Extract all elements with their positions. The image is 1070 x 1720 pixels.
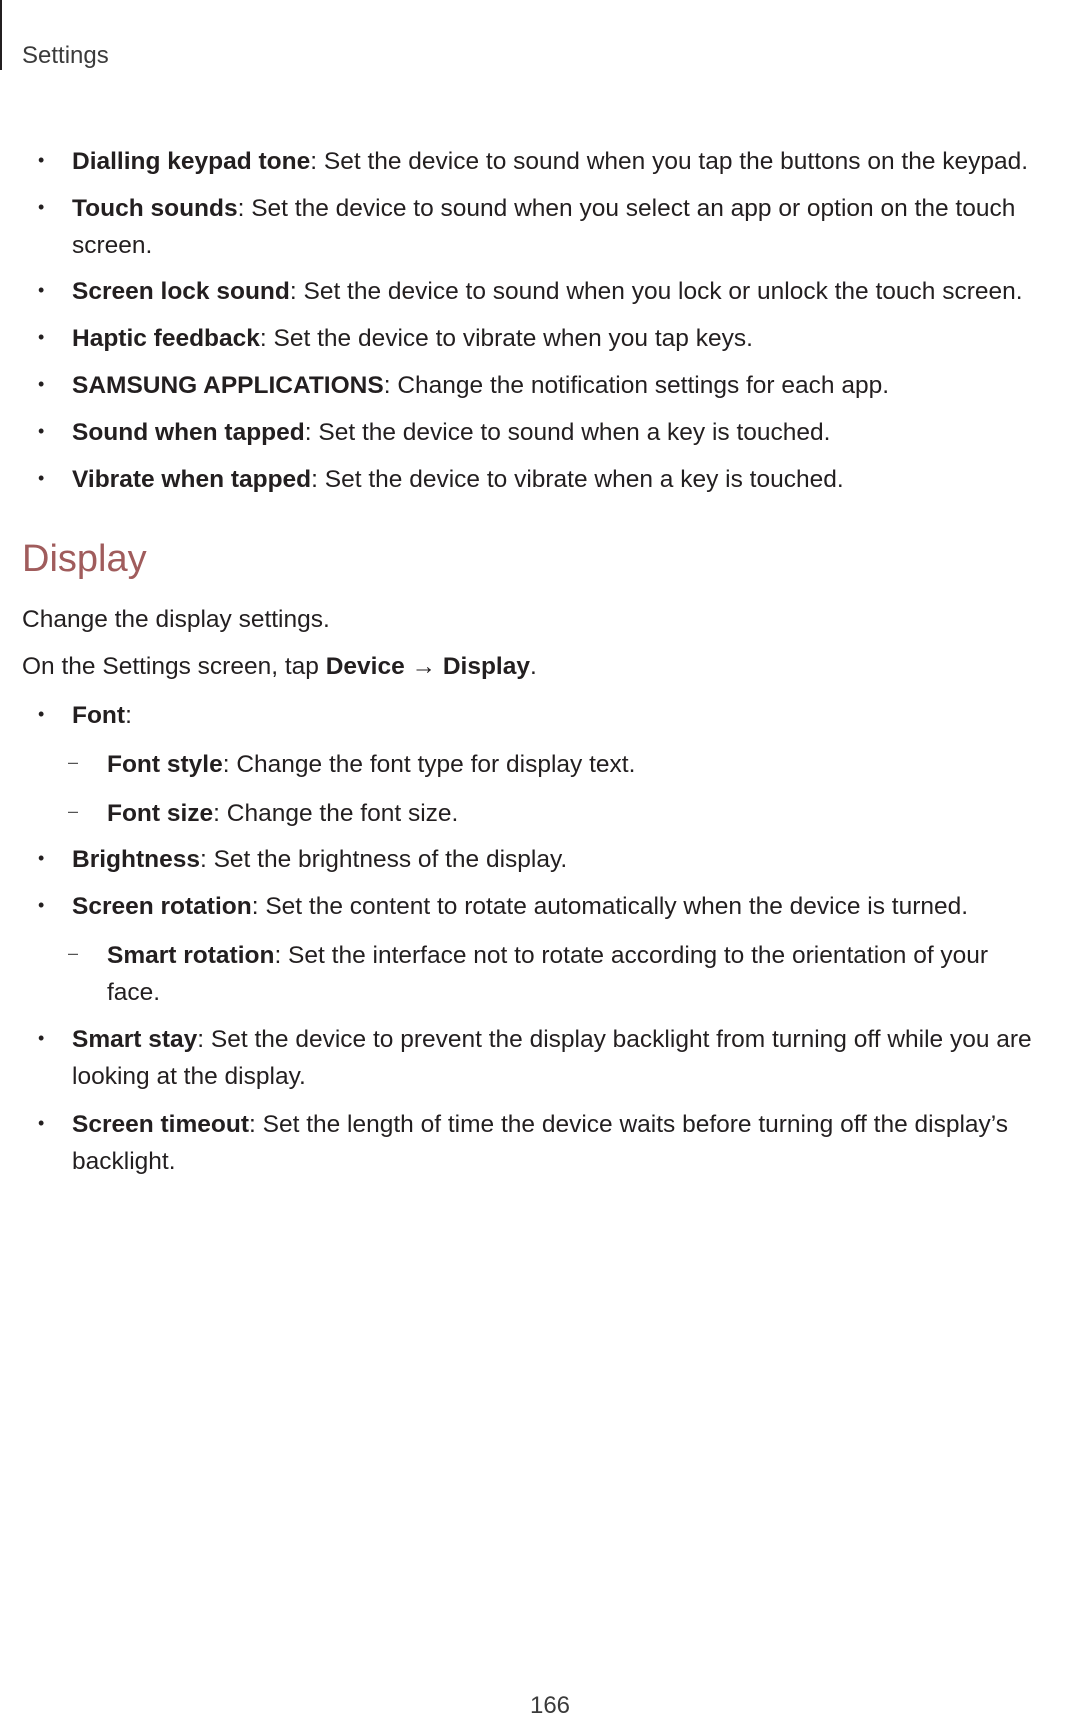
bullet-icon: • xyxy=(38,895,45,915)
nav-suffix: . xyxy=(530,653,537,680)
item-description: : Change the font type for display text. xyxy=(222,751,636,778)
item-term: Screen lock sound xyxy=(72,278,290,305)
item-description-cont: backlight. xyxy=(72,1148,176,1175)
bullet-icon: • xyxy=(38,280,45,300)
item-description: : Set the device to sound when you select an app or option on the touch xyxy=(237,195,1016,222)
item-term: Touch sounds xyxy=(72,195,238,222)
item-term: Smart rotation xyxy=(107,942,275,969)
item-description: : Set the device to vibrate when you tap keys. xyxy=(259,325,753,352)
item-term: SAMSUNG APPLICATIONS xyxy=(72,372,384,399)
item-description-cont: face. xyxy=(107,979,161,1006)
item-term: Screen timeout xyxy=(72,1111,249,1138)
item-description: : xyxy=(125,702,132,729)
item-description: : Change the notification settings for each app. xyxy=(383,372,890,399)
nav-device: Device xyxy=(325,653,405,680)
bullet-icon: • xyxy=(38,1113,45,1133)
item-description: : Set the content to rotate automatically when the device is turned. xyxy=(251,893,969,920)
bullet-icon: • xyxy=(38,421,45,441)
bullet-icon: • xyxy=(38,704,45,724)
item-term: Vibrate when tapped xyxy=(72,466,312,493)
item-term: Font style xyxy=(107,751,223,778)
bullet-icon: • xyxy=(38,197,45,217)
item-description-cont: looking at the display. xyxy=(72,1063,306,1090)
section-intro: Change the display settings. xyxy=(22,606,330,633)
nav-arrow: → xyxy=(404,653,443,680)
item-description: : Set the device to sound when you lock or unlock the touch screen. xyxy=(289,278,1023,305)
dash-icon: – xyxy=(68,801,79,821)
item-description: : Set the device to vibrate when a key is touched. xyxy=(311,466,844,493)
bullet-icon: • xyxy=(38,150,45,170)
navigation-path xyxy=(22,648,537,685)
section-title: Display xyxy=(22,538,147,580)
item-term: Screen rotation xyxy=(72,893,252,920)
item-term: Brightness xyxy=(72,846,200,873)
item-description: : Set the brightness of the display. xyxy=(199,846,568,873)
item-description: : Set the device to sound when a key is touched. xyxy=(304,419,831,446)
bullet-icon: • xyxy=(38,848,45,868)
header-rule xyxy=(0,0,2,70)
nav-prefix: On the Settings screen, tap xyxy=(22,653,326,680)
page-header: Settings xyxy=(22,42,109,69)
nav-display: Display xyxy=(442,653,530,680)
bullet-icon: • xyxy=(38,374,45,394)
bullet-icon: • xyxy=(38,1028,45,1048)
item-term: Sound when tapped xyxy=(72,419,305,446)
item-description: : Set the length of time the device waits before turning off the display’s xyxy=(249,1111,1009,1138)
page-number: 166 xyxy=(529,1692,571,1719)
bullet-icon: • xyxy=(38,468,45,488)
item-term: Dialling keypad tone xyxy=(72,148,311,175)
dash-icon: – xyxy=(68,752,79,772)
item-term: Haptic feedback xyxy=(72,325,260,352)
item-description-cont: screen. xyxy=(72,232,153,259)
item-description: : Change the font size. xyxy=(213,800,459,827)
item-term: Smart stay xyxy=(72,1026,198,1053)
item-term: Font size xyxy=(107,800,214,827)
item-term: Font xyxy=(72,702,126,729)
bullet-icon: • xyxy=(38,327,45,347)
item-description: : Set the device to sound when you tap the buttons on the keypad. xyxy=(310,148,1029,175)
item-description: : Set the interface not to rotate according to the orientation of your xyxy=(274,942,989,969)
dash-icon: – xyxy=(68,943,79,963)
item-description: : Set the device to prevent the display backlight from turning off while you are xyxy=(197,1026,1032,1053)
